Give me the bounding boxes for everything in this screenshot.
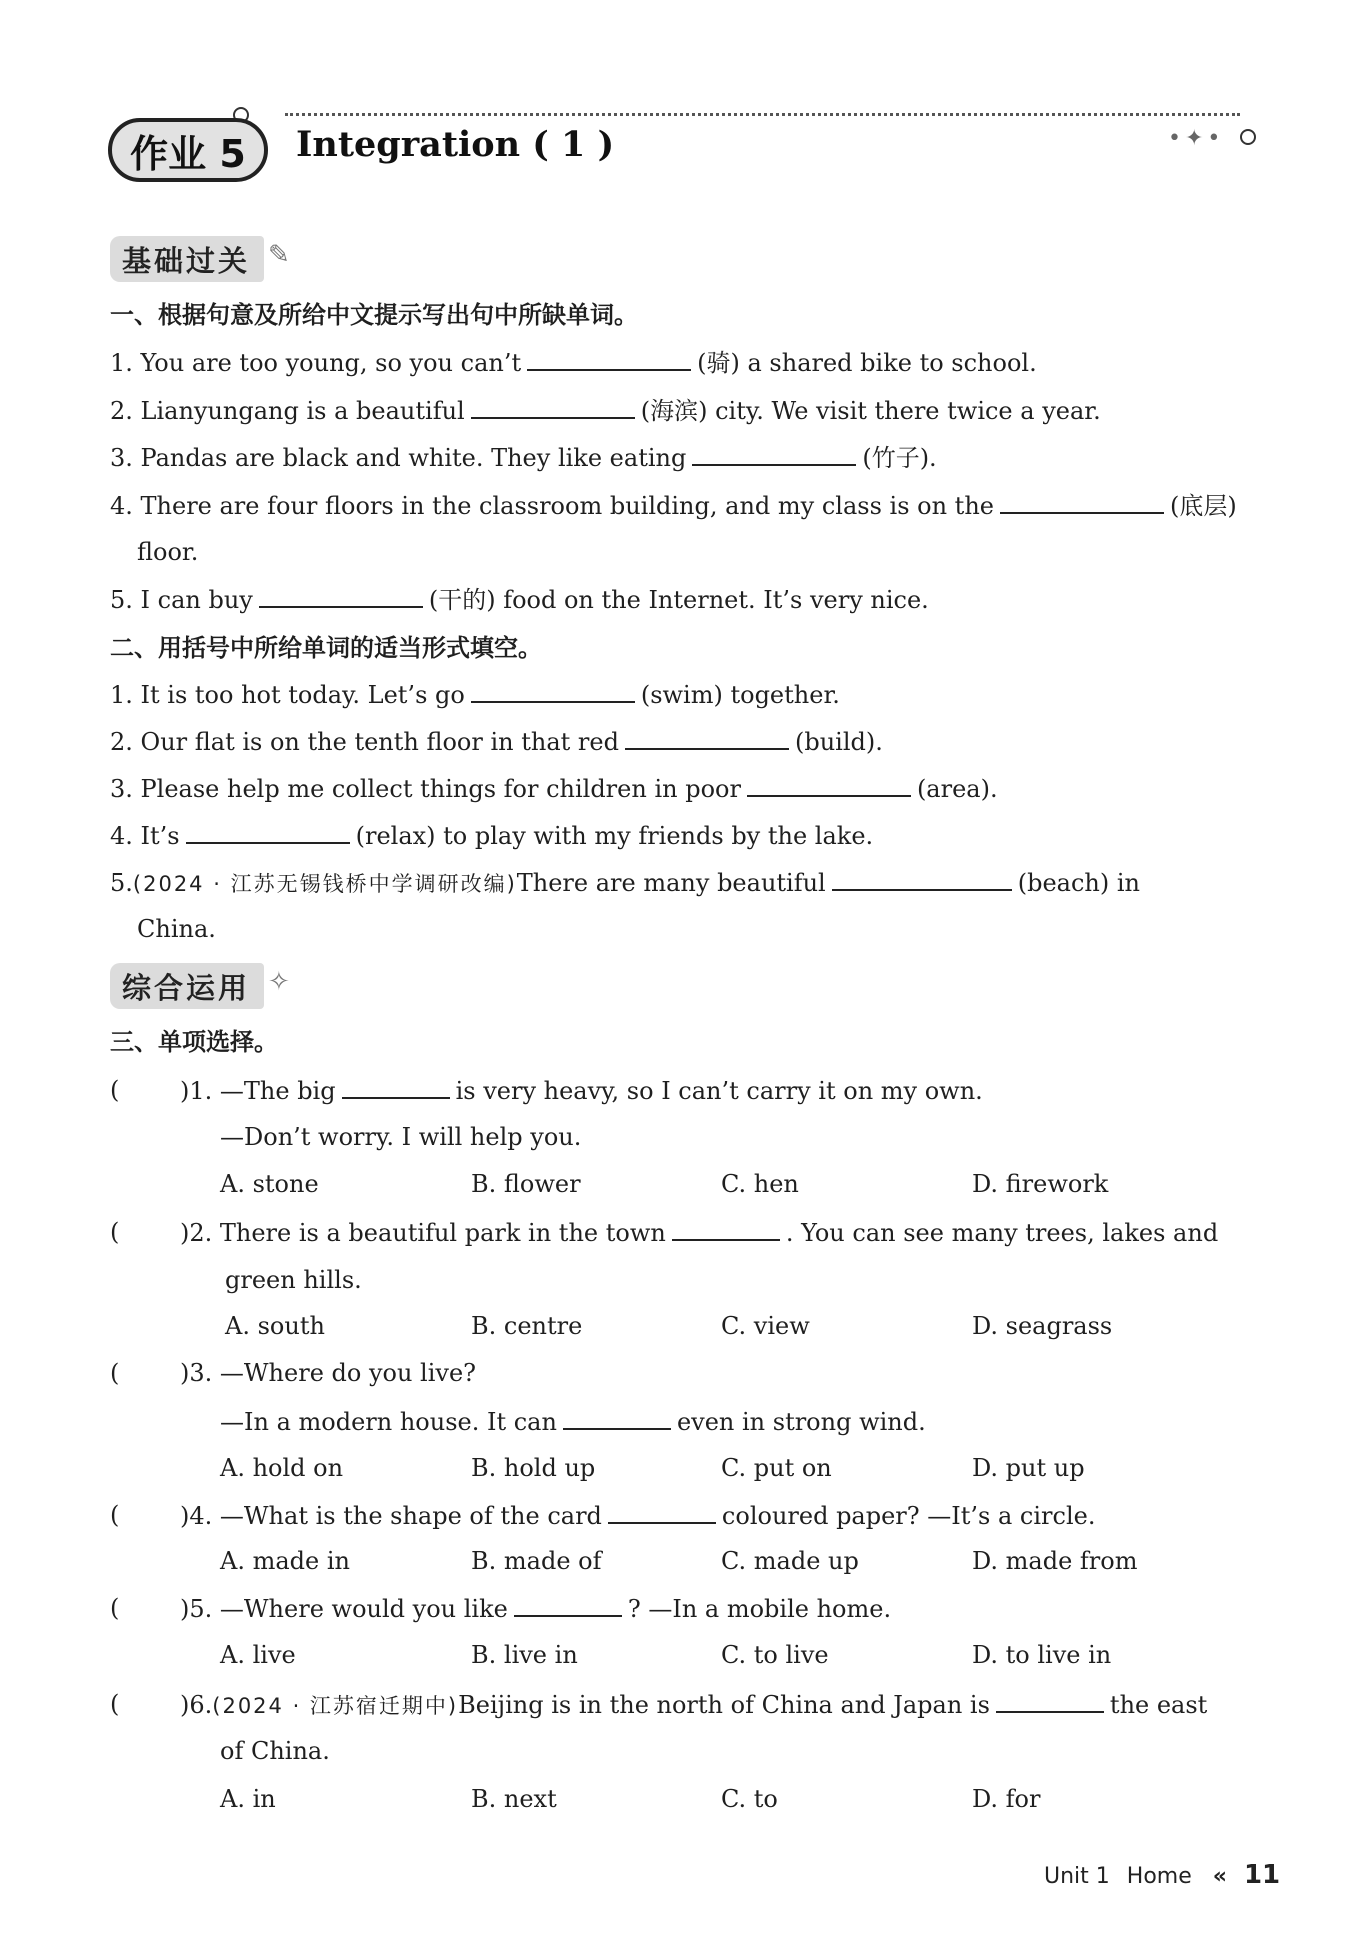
answer-blank[interactable] [692, 442, 856, 466]
page-footer [1044, 1860, 1280, 1890]
answer-paren[interactable]: ( [110, 1594, 120, 1622]
answer-paren[interactable]: ( [110, 1359, 120, 1387]
sparkle-icon: •✦• [1168, 126, 1225, 151]
mc-q4-option-a[interactable]: A. made in [220, 1547, 350, 1575]
section-tab-label: 综合运用 [122, 970, 251, 1005]
part2-q4: 4. It’s (relax) to play with my friends by the lake. [110, 822, 874, 850]
part2-heading: 二、用括号中所给单词的适当形式填空。 [110, 634, 542, 662]
mc-q3-option-c[interactable]: C. put on [721, 1454, 832, 1482]
answer-blank [996, 1689, 1104, 1713]
mc-q6-option-b[interactable]: B. next [471, 1785, 557, 1813]
mc-q1-stem: )1. —The big is very heavy, so I can’t carry it on my own. [180, 1077, 983, 1105]
mc-q5-option-d[interactable]: D. to live in [972, 1641, 1112, 1669]
part1-q1: 1. You are too young, so you can’t (骑) a shared bike to school. [110, 349, 1037, 377]
part2-q5: 5.(2024 · 江苏无锡钱桥中学调研改编)There are many beautiful (beach) in [110, 869, 1140, 897]
answer-blank[interactable] [1000, 490, 1164, 514]
part2-q5-cont: China. [137, 915, 216, 943]
mc-q4-option-b[interactable]: B. made of [471, 1547, 602, 1575]
answer-blank [514, 1593, 622, 1617]
section-tab-label: 基础过关 [122, 243, 251, 278]
footer-section: Home [1126, 1864, 1192, 1889]
mc-q4-option-c[interactable]: C. made up [721, 1547, 859, 1575]
mc-q2-stem: )2. There is a beautiful park in the town . You can see many trees, lakes and [180, 1219, 1219, 1247]
part2-q2: 2. Our flat is on the tenth floor in that red (build). [110, 728, 883, 756]
mc-q3-stem: )3. —Where do you live? [180, 1359, 477, 1387]
mc-q2-option-a[interactable]: A. south [225, 1312, 325, 1340]
part2-q1: 1. It is too hot today. Let’s go (swim) together. [110, 681, 840, 709]
mc-q1-option-d[interactable]: D. firework [972, 1170, 1109, 1198]
part3-heading: 三、单项选择。 [110, 1028, 278, 1056]
answer-blank[interactable] [625, 726, 789, 750]
part1-q2: 2. Lianyungang is a beautiful (海滨) city. We visit there twice a year. [110, 397, 1101, 425]
answer-blank[interactable] [747, 773, 911, 797]
mc-q5-option-b[interactable]: B. live in [471, 1641, 578, 1669]
mc-q2-option-c[interactable]: C. view [721, 1312, 810, 1340]
part1-q4: 4. There are four floors in the classroom building, and my class is on the (底层) [110, 492, 1237, 520]
mc-q4-option-d[interactable]: D. made from [972, 1547, 1138, 1575]
answer-paren[interactable]: ( [110, 1076, 120, 1104]
answer-blank[interactable] [186, 820, 350, 844]
answer-paren[interactable]: ( [110, 1218, 120, 1246]
header-circle-right [1240, 129, 1256, 145]
mc-q1-line2: —Don’t worry. I will help you. [220, 1123, 582, 1151]
page-number: 11 [1243, 1860, 1281, 1890]
mc-q1-option-b[interactable]: B. flower [471, 1170, 581, 1198]
mc-q3-line2: —In a modern house. It can even in strong wind. [220, 1408, 926, 1436]
assignment-badge-label: 作业 5 [130, 131, 246, 176]
mc-q2-option-d[interactable]: D. seagrass [972, 1312, 1113, 1340]
chevron-left-icon: « [1212, 1864, 1227, 1889]
question-source: (2024 · 江苏宿迁期中) [212, 1694, 459, 1718]
sparkle-icon: ✧ [268, 967, 290, 997]
answer-blank [563, 1406, 671, 1430]
answer-paren[interactable]: ( [110, 1501, 120, 1529]
mc-q3-option-b[interactable]: B. hold up [471, 1454, 596, 1482]
pencil-icon: ✎ [268, 240, 290, 270]
mc-q5-option-c[interactable]: C. to live [721, 1641, 829, 1669]
section-tab-basics [110, 236, 264, 282]
part1-q3: 3. Pandas are black and white. They like eating (竹子). [110, 444, 937, 472]
answer-paren[interactable]: ( [110, 1690, 120, 1718]
header-dotted-line [285, 113, 1240, 116]
part1-q5: 5. I can buy (干的) food on the Internet. It’s very nice. [110, 586, 929, 614]
section-tab-applied [110, 963, 264, 1009]
question-source: (2024 · 江苏无锡钱桥中学调研改编) [132, 872, 517, 896]
mc-q2-line2: green hills. [225, 1266, 362, 1294]
mc-q1-option-c[interactable]: C. hen [721, 1170, 799, 1198]
mc-q6-option-d[interactable]: D. for [972, 1785, 1041, 1813]
mc-q1-option-a[interactable]: A. stone [220, 1170, 319, 1198]
answer-blank [672, 1217, 780, 1241]
mc-q6-stem: )6.(2024 · 江苏宿迁期中)Beijing is in the north of China and Japan is the east [180, 1691, 1208, 1719]
answer-blank[interactable] [527, 347, 691, 371]
answer-blank[interactable] [832, 867, 1012, 891]
mc-q3-option-d[interactable]: D. put up [972, 1454, 1085, 1482]
part1-q4-cont: floor. [137, 538, 199, 566]
part2-q3: 3. Please help me collect things for children in poor (area). [110, 775, 998, 803]
mc-q6-option-c[interactable]: C. to [721, 1785, 778, 1813]
footer-unit: Unit 1 [1044, 1864, 1110, 1889]
answer-blank[interactable] [471, 679, 635, 703]
answer-blank[interactable] [471, 395, 635, 419]
mc-q2-option-b[interactable]: B. centre [471, 1312, 583, 1340]
mc-q4-stem: )4. —What is the shape of the card coloured paper? —It’s a circle. [180, 1502, 1096, 1530]
mc-q5-option-a[interactable]: A. live [220, 1641, 296, 1669]
answer-blank [342, 1075, 450, 1099]
mc-q6-option-a[interactable]: A. in [220, 1785, 276, 1813]
mc-q3-option-a[interactable]: A. hold on [220, 1454, 344, 1482]
page-title: Integration ( 1 ) [296, 124, 615, 165]
part1-heading: 一、根据句意及所给中文提示写出句中所缺单词。 [110, 301, 638, 329]
assignment-badge [108, 118, 268, 182]
mc-q5-stem: )5. —Where would you like ? —In a mobile home. [180, 1595, 892, 1623]
answer-blank[interactable] [259, 584, 423, 608]
mc-q6-line2: of China. [220, 1737, 330, 1765]
answer-blank [608, 1500, 716, 1524]
